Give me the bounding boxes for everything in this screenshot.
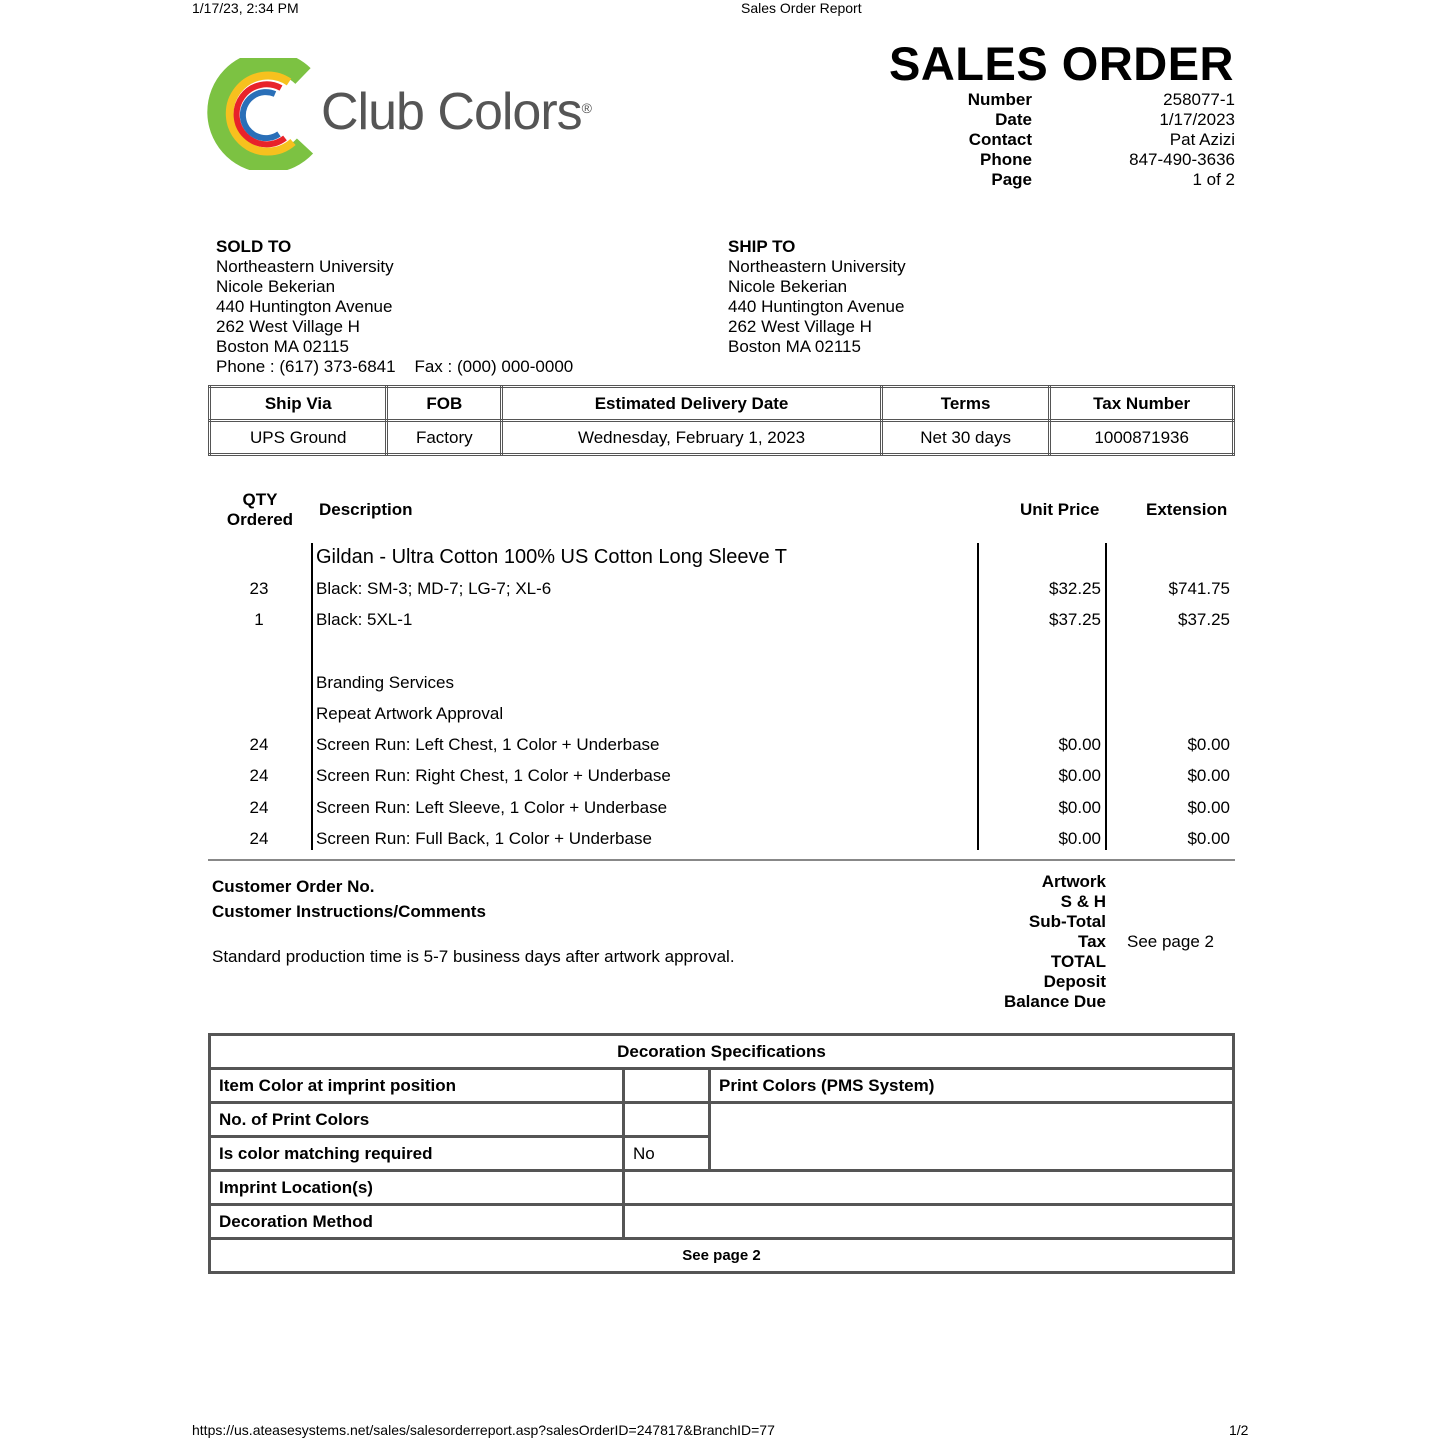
imprint-location-label: Imprint Location(s): [210, 1171, 624, 1205]
meta-phone: Phone 847-490-3636: [980, 150, 1235, 169]
decoration-specs-table: [208, 1033, 1235, 1274]
decoration-footer-note: See page 2: [210, 1239, 1234, 1273]
item-section-title: Branding Services: [316, 673, 454, 692]
unit-price-header: Unit Price: [1020, 500, 1100, 519]
color-matching-label: Is color matching required: [210, 1137, 624, 1171]
column-divider: [311, 543, 313, 850]
club-colors-logo-mark-icon: [207, 58, 317, 170]
item-subtitle: Repeat Artwork Approval: [316, 704, 504, 723]
meta-number: Number 258077-1: [967, 90, 1235, 109]
qty-header: QTY Ordered: [226, 490, 294, 529]
shipping-header-row: Ship Via FOB Estimated Delivery Date Terms Tax Number: [210, 387, 1234, 421]
print-colors-value: [710, 1103, 1234, 1171]
item-color-label: Item Color at imprint position: [210, 1069, 624, 1103]
print-title: Sales Order Report: [741, 0, 862, 16]
color-matching-value: No: [624, 1137, 710, 1171]
meta-page: Page 1 of 2: [991, 170, 1235, 189]
totals-note: See page 2: [1127, 932, 1214, 951]
customer-order-label: Customer Order No.: [212, 877, 375, 896]
meta-date: Date 1/17/2023: [995, 110, 1235, 129]
extension-header: Extension: [1146, 500, 1228, 519]
decoration-method-label: Decoration Method: [210, 1205, 624, 1239]
meta-contact: Contact Pat Azizi: [968, 130, 1235, 149]
sold-to-block: SOLD TO Northeastern University Nicole Bekerian 440 Huntington Avenue 262 West Village H Boston MA 02115 Phone : (617) 373-6841 Fax : (000) 000-0000: [216, 237, 574, 376]
num-print-colors-value: [624, 1103, 710, 1137]
column-divider: [977, 543, 979, 850]
ship-to-block: SHIP TO Northeastern University Nicole Bekerian 440 Huntington Avenue 262 West Village H Boston MA 02115: [728, 237, 906, 356]
item-color-value: [624, 1069, 710, 1103]
totals-labels: Artwork S & H Sub-Total Tax TOTAL Deposit Balance Due: [1003, 872, 1106, 1011]
document-title: SALES ORDER: [889, 37, 1234, 90]
num-print-colors-label: No. of Print Colors: [210, 1103, 624, 1137]
shipping-value-row: UPS Ground Factory Wednesday, February 1, 2023 Net 30 days 1000871936: [210, 421, 1234, 455]
column-divider: [1105, 543, 1107, 850]
decoration-title: Decoration Specifications: [210, 1035, 1234, 1069]
item-product-title: Gildan - Ultra Cotton 100% US Cotton Long Sleeve T: [316, 546, 787, 568]
club-colors-logo: [207, 58, 591, 173]
decoration-method-value: [624, 1205, 1234, 1239]
order-meta: [900, 90, 1235, 190]
comment-text: Standard production time is 5-7 business days after artwork approval.: [212, 947, 735, 966]
print-url: https://us.ateasesystems.net/sales/salesorderreport.asp?salesOrderID=247817&BranchID=77: [192, 1422, 775, 1438]
logo-wordmark: Club Colors®: [321, 83, 591, 141]
description-header: Description: [319, 500, 413, 519]
print-colors-label: Print Colors (PMS System): [710, 1069, 1234, 1103]
shipping-table: [208, 385, 1235, 456]
items-divider: [208, 859, 1235, 861]
print-datetime: 1/17/23, 2:34 PM: [192, 0, 299, 16]
print-page-counter: 1/2: [1229, 1422, 1249, 1438]
instructions-label: Customer Instructions/Comments: [212, 902, 486, 921]
imprint-location-value: [624, 1171, 1234, 1205]
